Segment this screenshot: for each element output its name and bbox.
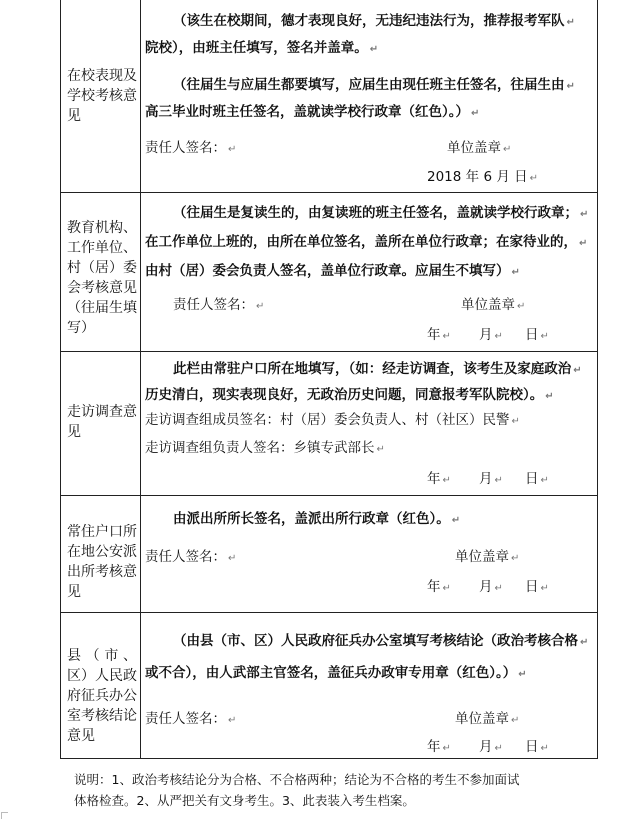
paragraph-mark-icon: ↵ (540, 743, 549, 754)
paragraph-mark-icon: ↵ (494, 743, 503, 754)
police-seal-label: 单位盖章 ↵ (455, 549, 520, 565)
paragraph-mark-icon: ↵ (573, 365, 582, 376)
conscription-signer-label: 责任人签名： ↵ (145, 711, 237, 727)
note-line-2: 体格检查。2、从严把关有文身考生。3、此表装入考生档案。 (74, 793, 415, 808)
paragraph-mark-icon: ↵ (566, 81, 575, 92)
paragraph-mark-icon: ↵ (580, 637, 589, 648)
paragraph-mark-icon: ↵ (511, 715, 520, 726)
paragraph-mark-icon: ↵ (494, 475, 503, 486)
paragraph-mark-icon: ↵ (228, 553, 237, 564)
school-signer-label: 责任人签名： ↵ (145, 140, 237, 156)
visit-date-year: 年 ↵ (427, 471, 451, 487)
visit-date-day: 日 ↵ (525, 471, 549, 487)
paragraph-mark-icon: ↵ (442, 475, 451, 486)
paragraph-mark-icon: ↵ (511, 267, 520, 278)
institution-signer-label: 责任人签名： ↵ (173, 297, 265, 313)
paragraph-mark-icon: ↵ (545, 391, 554, 402)
section-label-police: 常住户口所在地公安派出所考核意见 (67, 524, 137, 600)
paragraph-mark-icon: ↵ (369, 44, 379, 55)
section-label-school: 在校表现及学校考核意见 (67, 68, 137, 124)
conscription-date-day: 日 ↵ (525, 739, 549, 755)
conscription-seal-label: 单位盖章 ↵ (455, 711, 520, 727)
section-label-institution: 教育机构、工作单位、村（居）委会考核意见（往届生填写） (67, 220, 137, 336)
paragraph-mark-icon: ↵ (579, 238, 588, 249)
paragraph-mark-icon: ↵ (256, 301, 265, 312)
police-date-year: 年 ↵ (427, 579, 451, 595)
school-instruction-line1: （该生在校期间，德才表现良好，无违纪违法行为，推荐报考军队 ↵ (173, 13, 575, 29)
paragraph-mark-icon: ↵ (529, 173, 539, 184)
row-divider (61, 192, 597, 193)
institution-date-year: 年 ↵ (427, 327, 451, 343)
section-label-visit: 走访调查意见 (67, 404, 137, 440)
paragraph-mark-icon: ↵ (540, 475, 549, 486)
police-date-day: 日 ↵ (525, 579, 549, 595)
review-table (60, 0, 598, 759)
paragraph-mark-icon: ↵ (228, 715, 237, 726)
paragraph-mark-icon: ↵ (511, 416, 520, 427)
visit-leader-signature: 走访调查组负责人签名：乡镇专武部长 ↵ (145, 440, 385, 456)
police-instruction: 由派出所所长签名，盖派出所行政章（红色）。 ↵ (173, 511, 461, 527)
visit-member-signature: 走访调查组成员签名：村（居）委会负责人、村（社区）民警 ↵ (145, 412, 520, 428)
paragraph-mark-icon: ↵ (471, 108, 480, 119)
police-date-month: 月 ↵ (479, 579, 503, 595)
row-divider (61, 612, 597, 613)
row-divider (61, 758, 597, 759)
police-signer-label: 责任人签名： ↵ (145, 549, 237, 565)
form-note (74, 769, 604, 811)
row-divider (61, 495, 597, 496)
institution-date-day: 日 ↵ (525, 327, 549, 343)
section-label-conscription: 县（市、区）人民政府征兵办公室考核结论意见 (67, 648, 137, 744)
paragraph-mark-icon: ↵ (566, 17, 575, 28)
paragraph-mark-icon: ↵ (511, 553, 520, 564)
paragraph-mark-icon: ↵ (494, 331, 503, 342)
column-divider (140, 0, 141, 759)
school-date: 2018 年 6 月 日 ↵ (427, 169, 539, 185)
paragraph-mark-icon: ↵ (442, 743, 451, 754)
institution-instruction-line2: 在工作单位上班的，由所在单位签名，盖所在单位行政章；在家待业的， ↵ (145, 234, 588, 250)
paragraph-mark-icon: ↵ (442, 331, 451, 342)
paragraph-mark-icon: ↵ (540, 331, 549, 342)
paragraph-mark-icon: ↵ (376, 444, 385, 455)
conscription-date-year: 年 ↵ (427, 739, 451, 755)
school-extra-line1: （往届生与应届生都要填写，应届生由现任班主任签名，往届生由 ↵ (173, 77, 575, 93)
paragraph-mark-icon: ↵ (442, 583, 451, 594)
institution-seal-label: 单位盖章 ↵ (461, 297, 526, 313)
institution-instruction-line3: 由村（居）委会负责人签名，盖单位行政章。应届生不填写） ↵ (145, 263, 520, 279)
paragraph-mark-icon: ↵ (580, 209, 589, 220)
conscription-date-month: 月 ↵ (479, 739, 503, 755)
school-instruction-line2: 院校），由班主任填写，签名并盖章。 ↵ (145, 40, 379, 56)
visit-date-month: 月 ↵ (479, 471, 503, 487)
paragraph-mark-icon: ↵ (518, 669, 527, 680)
conscription-instruction-line2: 或不合），由人武部主官签名，盖征兵办政审专用章（红色）。） ↵ (145, 665, 527, 681)
note-line-1: 说明：1、政治考核结论分为合格、不合格两种；结论为不合格的考生不参加面试 (74, 772, 520, 787)
paragraph-mark-icon: ↵ (517, 301, 526, 312)
page-corner-mark (1, 812, 8, 819)
row-divider (61, 351, 597, 352)
paragraph-mark-icon: ↵ (451, 515, 461, 526)
paragraph-mark-icon: ↵ (540, 583, 549, 594)
school-extra-line2: 高三毕业时班主任签名，盖就读学校行政章（红色）。） ↵ (145, 104, 480, 120)
paragraph-mark-icon: ↵ (503, 144, 512, 155)
institution-date-month: 月 ↵ (479, 327, 503, 343)
paragraph-mark-icon: ↵ (228, 144, 237, 155)
conscription-instruction-line1: （由县（市、区）人民政府征兵办公室填写考核结论（政治考核合格 ↵ (173, 633, 589, 649)
visit-instruction-line2: 历史清白，现实表现良好，无政治历史问题，同意报考军队院校）。 ↵ (145, 387, 554, 403)
school-seal-label: 单位盖章 ↵ (447, 140, 512, 156)
visit-instruction-line1: 此栏由常驻户口所在地填写，（如：经走访调查，该考生及家庭政治 ↵ (173, 361, 582, 377)
paragraph-mark-icon: ↵ (494, 583, 503, 594)
institution-instruction-line1: （往届生是复读生的，由复读班的班主任签名，盖就读学校行政章； ↵ (173, 205, 589, 221)
